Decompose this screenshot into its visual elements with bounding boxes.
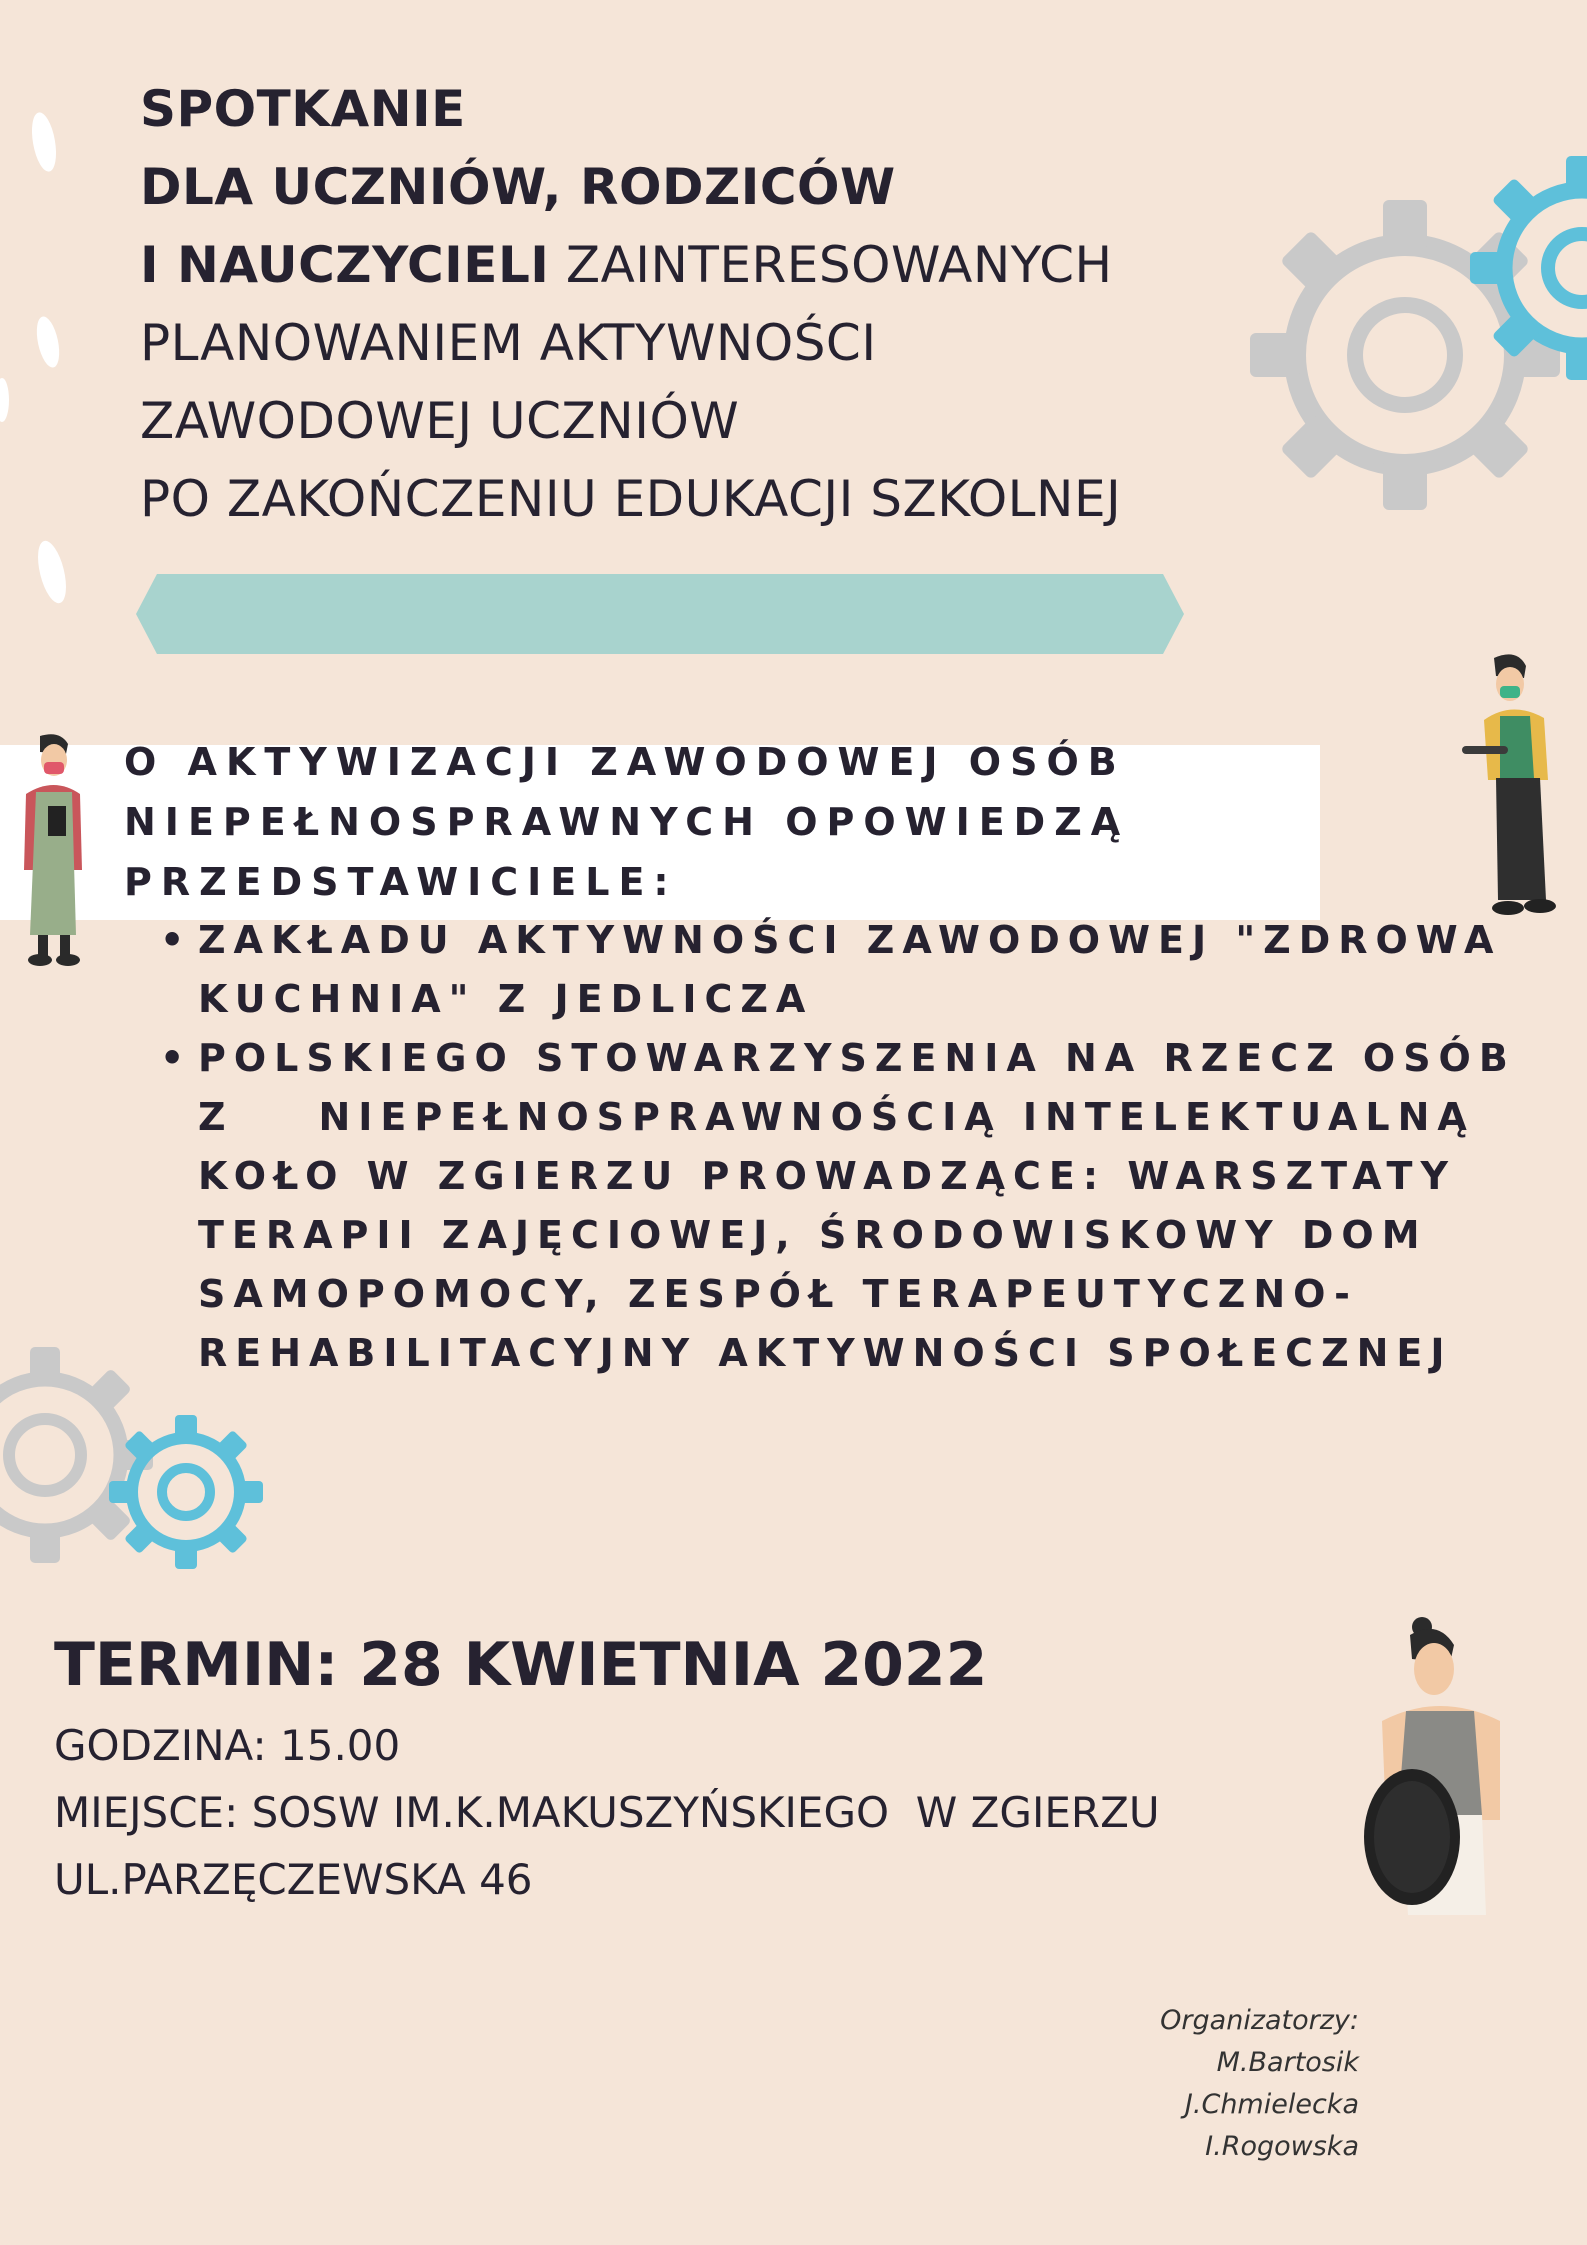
heading-line: DLA UCZNIÓW, RODZICÓW: [140, 158, 896, 216]
organizers-label: Organizatorzy:: [1160, 2005, 1359, 2036]
heading-line: ZAWODOWEJ UCZNIÓW: [140, 392, 740, 450]
list-item-line: • ZAKŁADU AKTYWNOŚCI ZAWODOWEJ "ZDROWA: [198, 918, 1502, 962]
intro-line: NIEPEŁNOSPRAWNYCH OPOWIEDZĄ: [124, 800, 1130, 844]
page-title: [140, 70, 1190, 538]
heading-line: PO ZAKOŃCZENIU EDUKACJI SZKOLNEJ: [140, 470, 1122, 528]
list-item: [160, 911, 1500, 1029]
person-icon: [1462, 650, 1572, 925]
gear-icon: [104, 1410, 268, 1574]
list-item: [160, 1029, 1516, 1383]
list-item-line: • POLSKIEGO STOWARZYSZENIA NA RZECZ OSÓB: [198, 1036, 1516, 1080]
list-item-line: KOŁO W ZGIERZU PROWADZĄCE: WARSZTATY: [198, 1154, 1456, 1198]
intro-line: PRZEDSTAWICIELE:: [124, 860, 678, 904]
event-address: UL.PARZĘCZEWSKA 46: [54, 1855, 533, 1904]
gear-icon: [1462, 148, 1587, 388]
organizers: [1160, 2000, 1359, 2168]
event-time: GODZINA: 15.00: [54, 1721, 401, 1770]
heading-line: PLANOWANIEM AKTYWNOŚCI: [140, 314, 877, 372]
heading-normal-part: ZAINTERESOWANYCH: [565, 236, 1113, 294]
list-item-line: Z NIEPEŁNOSPRAWNOŚCIĄ INTELEKTUALNĄ: [198, 1095, 1475, 1139]
list-item-line: KUCHNIA" Z JEDLICZA: [198, 977, 814, 1021]
organizer-name: M.Bartosik: [1216, 2047, 1359, 2078]
heading-line: [140, 226, 1190, 304]
list-item-line: SAMOPOMOCY, ZESPÓŁ TERAPEUTYCZNO-: [198, 1272, 1358, 1316]
decorative-drops: [0, 90, 80, 610]
person-icon: [10, 730, 90, 970]
presenters-list: [160, 911, 1516, 1383]
organizer-name: I.Rogowska: [1205, 2131, 1359, 2162]
intro-line: O AKTYWIZACJI ZAWODOWEJ OSÓB: [124, 740, 1126, 784]
event-place: MIEJSCE: SOSW IM.K.MAKUSZYŃSKIEGO W ZGIERZU: [54, 1788, 1160, 1837]
ribbon-banner: [136, 574, 1184, 654]
event-date: TERMIN: 28 KWIETNIA 2022: [54, 1630, 988, 1700]
heading-bold-part: I NAUCZYCIELI: [140, 236, 550, 294]
intro-text: [124, 732, 1129, 912]
heading-line: SPOTKANIE: [140, 80, 466, 138]
list-item-line: TERAPII ZAJĘCIOWEJ, ŚRODOWISKOWY DOM: [198, 1213, 1428, 1257]
organizer-name: J.Chmielecka: [1184, 2089, 1359, 2120]
list-item-line: REHABILITACYJNY AKTYWNOŚCI SPOŁECZNEJ: [198, 1331, 1453, 1375]
person-icon: [1350, 1615, 1530, 1925]
